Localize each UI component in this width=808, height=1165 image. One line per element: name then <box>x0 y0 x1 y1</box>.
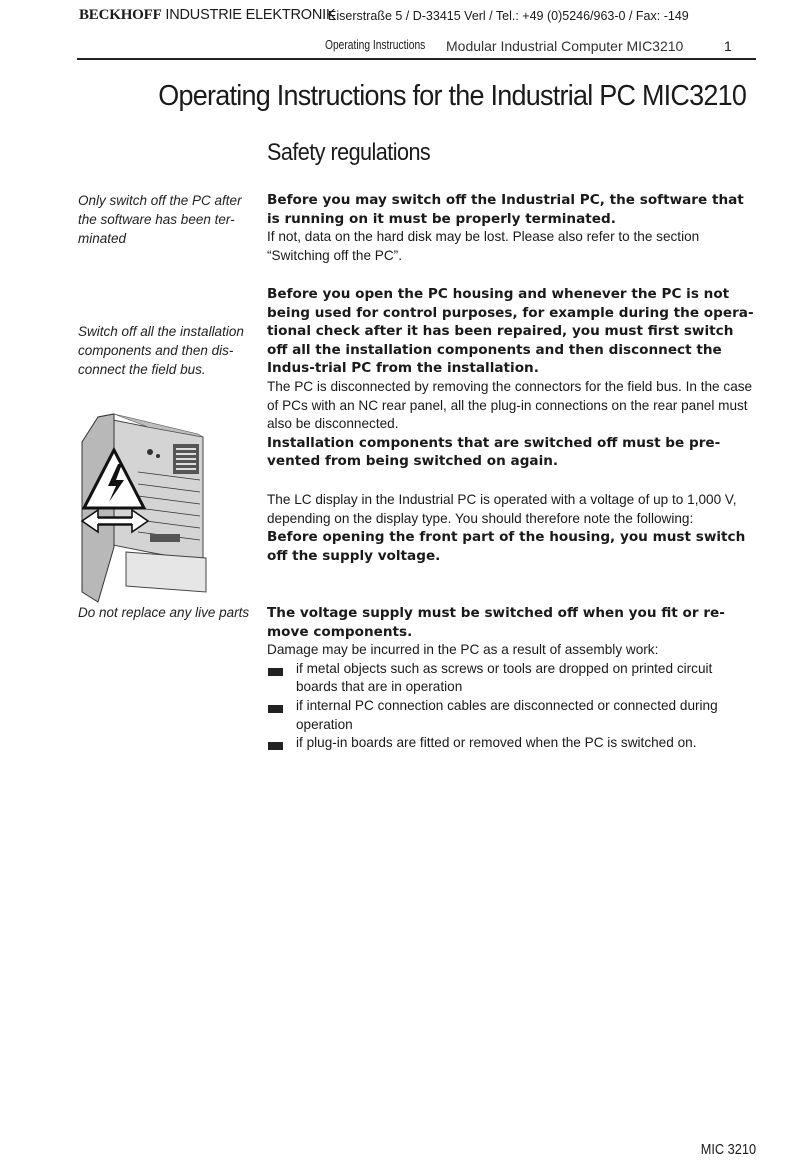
damage-list <box>267 660 756 753</box>
section-heading: Safety regulations <box>267 139 431 166</box>
block1-bold: Before you may switch off the Industrial PC, the software that is running on it must be properly terminated. <box>267 192 744 227</box>
pc-high-voltage-illustration <box>78 412 210 604</box>
margin-note-1: Only switch off the PC after the software has been ter-minated <box>78 193 242 246</box>
company-address: Eiserstraße 5 / D-33415 Verl / Tel.: +49 (0)5246/963-0 / Fax: -149 <box>328 9 689 23</box>
block-lc-display <box>267 491 756 565</box>
brand <box>79 7 335 24</box>
block-disconnect <box>267 285 756 471</box>
brand-bold: BECKHOFF <box>79 7 162 23</box>
block2-text: The PC is disconnected by removing the connectors for the field bus. In the case of PCs with an NC rear panel, all the plug-in connections on the rear panel must also be disconnected. <box>267 378 753 432</box>
block3-text: The LC display in the Industrial PC is operated with a voltage of up to 1,000 V, depending on the display type. You should therefore note the following: <box>267 492 737 526</box>
block4-bold: The voltage supply must be switched off when you fit or re-move components. <box>267 605 725 640</box>
list-item: if plug-in boards are fitted or removed when the PC is switched on. <box>267 734 756 753</box>
block2-bold-2: Installation components that are switched off must be pre-vented from being switched on again. <box>267 434 721 470</box>
section-label: Operating Instructions <box>325 38 426 52</box>
footer-model: MIC 3210 <box>700 1141 756 1158</box>
margin-note-2: Switch off all the installation components and then dis-connect the field bus. <box>78 324 244 377</box>
product-label: Modular Industrial Computer MIC3210 <box>446 38 684 54</box>
list-item: if metal objects such as screws or tools are dropped on printed circuit boards that are in operation <box>267 660 756 697</box>
page-title: Operating Instructions for the Industrial PC MIC3210 <box>158 80 746 112</box>
block1-text: If not, data on the hard disk may be lost. Please also refer to the section “Switching off the PC”. <box>267 229 700 263</box>
header-rule <box>77 58 756 60</box>
bullet-square-icon <box>268 705 283 713</box>
block2-bold: Before you open the PC housing and whenever the PC is not being used for control purposes, for example during the opera-tional check after it has been repaired, you must first switch off all the installation components and then disconnect the Indus-trial PC from the installation. <box>267 286 754 377</box>
block-software-termination <box>267 191 756 265</box>
list-item: if internal PC connection cables are disconnected or connected during operation <box>267 697 756 734</box>
margin-note-3: Do not replace any live parts <box>78 605 250 620</box>
bullet-square-icon <box>268 668 283 676</box>
block-live-parts <box>267 604 756 753</box>
page-number: 1 <box>724 38 732 54</box>
block3-bold: Before opening the front part of the housing, you must switch off the supply voltage. <box>267 529 746 564</box>
bullet-square-icon <box>268 742 283 750</box>
brand-rest: INDUSTRIE ELEKTRONIK <box>165 7 336 23</box>
block4-text: Damage may be incurred in the PC as a result of assembly work: <box>267 642 659 658</box>
